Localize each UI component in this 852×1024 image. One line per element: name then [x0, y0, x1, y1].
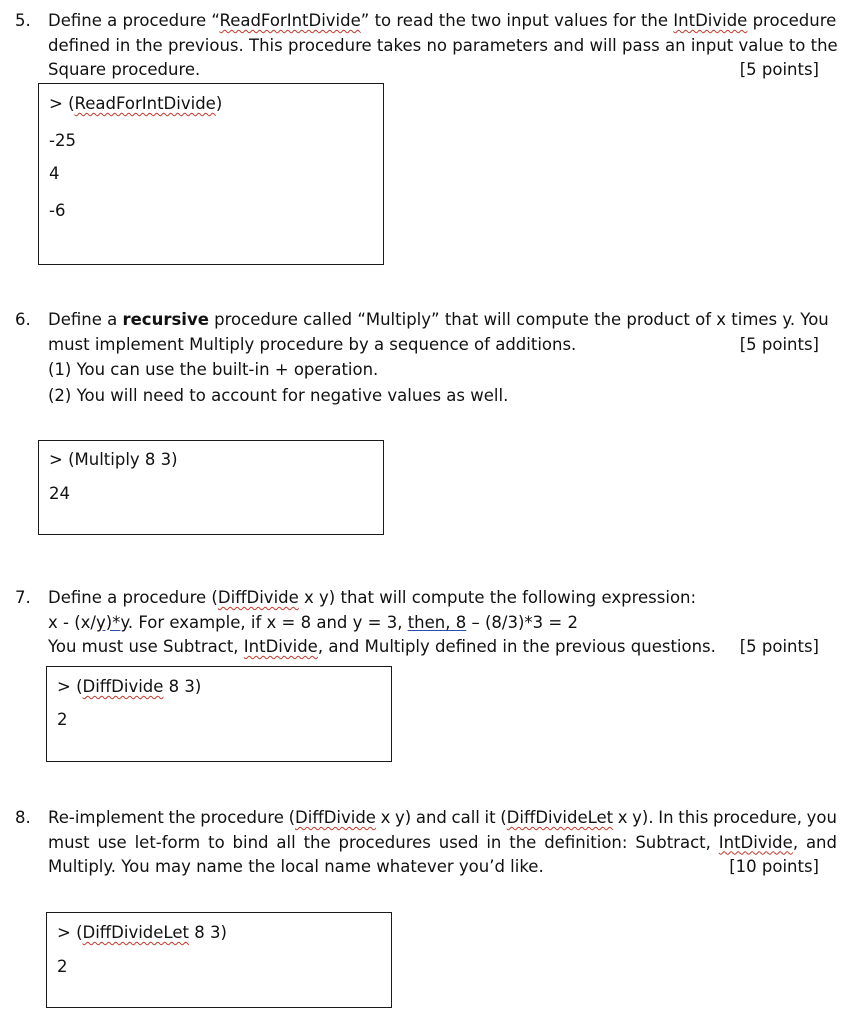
- question-line: Define a procedure (DiffDivide x y) that will compute the following expression:: [48, 588, 697, 607]
- question-number: 6.: [15, 310, 31, 329]
- question-line: Multiply. You may name the local name whatever you’d like. [10 points]: [48, 855, 837, 880]
- console-output: 24: [49, 484, 70, 503]
- question-number: 5.: [15, 11, 31, 30]
- console-box: [38, 83, 384, 265]
- word: used: [438, 832, 479, 852]
- word: all: [276, 832, 296, 852]
- question-7: [15, 586, 837, 661]
- word: Re-implement: [48, 808, 164, 827]
- word: (DiffDivideLet: [500, 808, 614, 827]
- console-box: [46, 666, 392, 762]
- word: x: [380, 808, 391, 827]
- word: you: [806, 808, 837, 827]
- word: procedure: [200, 808, 284, 827]
- word: it: [484, 808, 496, 827]
- question-5: [15, 9, 837, 89]
- console-prompt: > (DiffDivide 8 3): [57, 677, 202, 696]
- word: (DiffDivide: [288, 808, 376, 827]
- question-line: Define a procedure “ReadForIntDivide” to read the two input values for the IntDivide procedure: [48, 11, 837, 30]
- console-box: [38, 440, 384, 535]
- question-number: 8.: [15, 808, 31, 827]
- question-text: [48, 308, 837, 409]
- word: y): [395, 808, 412, 827]
- question-line: [48, 806, 837, 831]
- console-box: [46, 912, 392, 1008]
- console-output: 4: [49, 164, 60, 183]
- list-item: (2) You will need to account for negative values as well.: [48, 386, 509, 405]
- points-label: [10 points]: [729, 857, 819, 876]
- word: definition:: [544, 832, 628, 852]
- word: let-form: [134, 832, 201, 852]
- word: procedures: [338, 832, 431, 852]
- word: the: [509, 832, 537, 852]
- question-line: defined in the previous. This procedure takes no parameters and will pass an input value to the: [48, 35, 838, 55]
- word: use: [97, 832, 127, 852]
- word: Subtract,: [635, 832, 711, 852]
- list-item: (1) You can use the built-in + operation.: [48, 360, 379, 379]
- question-text: [48, 586, 837, 660]
- points-label: [5 points]: [739, 60, 819, 79]
- question-text: [48, 806, 837, 880]
- word: call: [451, 808, 480, 827]
- question-line: Define a recursive procedure called “Multiply” that will compute the product of x times y. You: [48, 310, 829, 329]
- word: procedure,: [712, 808, 802, 827]
- points-label: [5 points]: [739, 334, 819, 354]
- word: bind: [232, 832, 269, 852]
- question-line: must implement Multiply procedure by a sequence of additions. [5 points]: [48, 333, 837, 358]
- word: y).: [632, 808, 654, 827]
- points-label: [5 points]: [739, 637, 819, 656]
- question-number: 7.: [15, 588, 31, 607]
- question-line: You must use Subtract, IntDivide, and Multiply defined in the previous questions. [5 points]: [48, 635, 837, 660]
- word: the: [168, 808, 196, 827]
- word: x: [617, 808, 628, 827]
- question-line: Square procedure. [5 points]: [48, 58, 837, 83]
- word: and: [805, 832, 837, 852]
- word: IntDivide,: [718, 832, 799, 852]
- console-output: -25: [49, 131, 76, 150]
- question-line: [48, 831, 837, 856]
- word: to: [208, 832, 225, 852]
- question-line: x - (x/y)*y. For example, if x = 8 and y = 3, then, 8 – (8/3)*3 = 2: [48, 612, 578, 632]
- word: this: [678, 808, 709, 827]
- console-prompt: > (DiffDivideLet 8 3): [57, 923, 227, 942]
- console-prompt: > (ReadForIntDivide): [49, 94, 223, 113]
- console-prompt: > (Multiply 8 3): [49, 450, 178, 469]
- question-text: [48, 9, 837, 83]
- question-6: [15, 308, 837, 408]
- word: must: [48, 832, 90, 852]
- word: in: [486, 832, 502, 852]
- console-output: 2: [57, 710, 68, 729]
- console-output: 2: [57, 957, 68, 976]
- word: In: [658, 808, 674, 827]
- console-output: -6: [49, 201, 66, 220]
- word: and: [415, 808, 447, 827]
- question-8: [15, 806, 837, 881]
- word: the: [303, 832, 331, 852]
